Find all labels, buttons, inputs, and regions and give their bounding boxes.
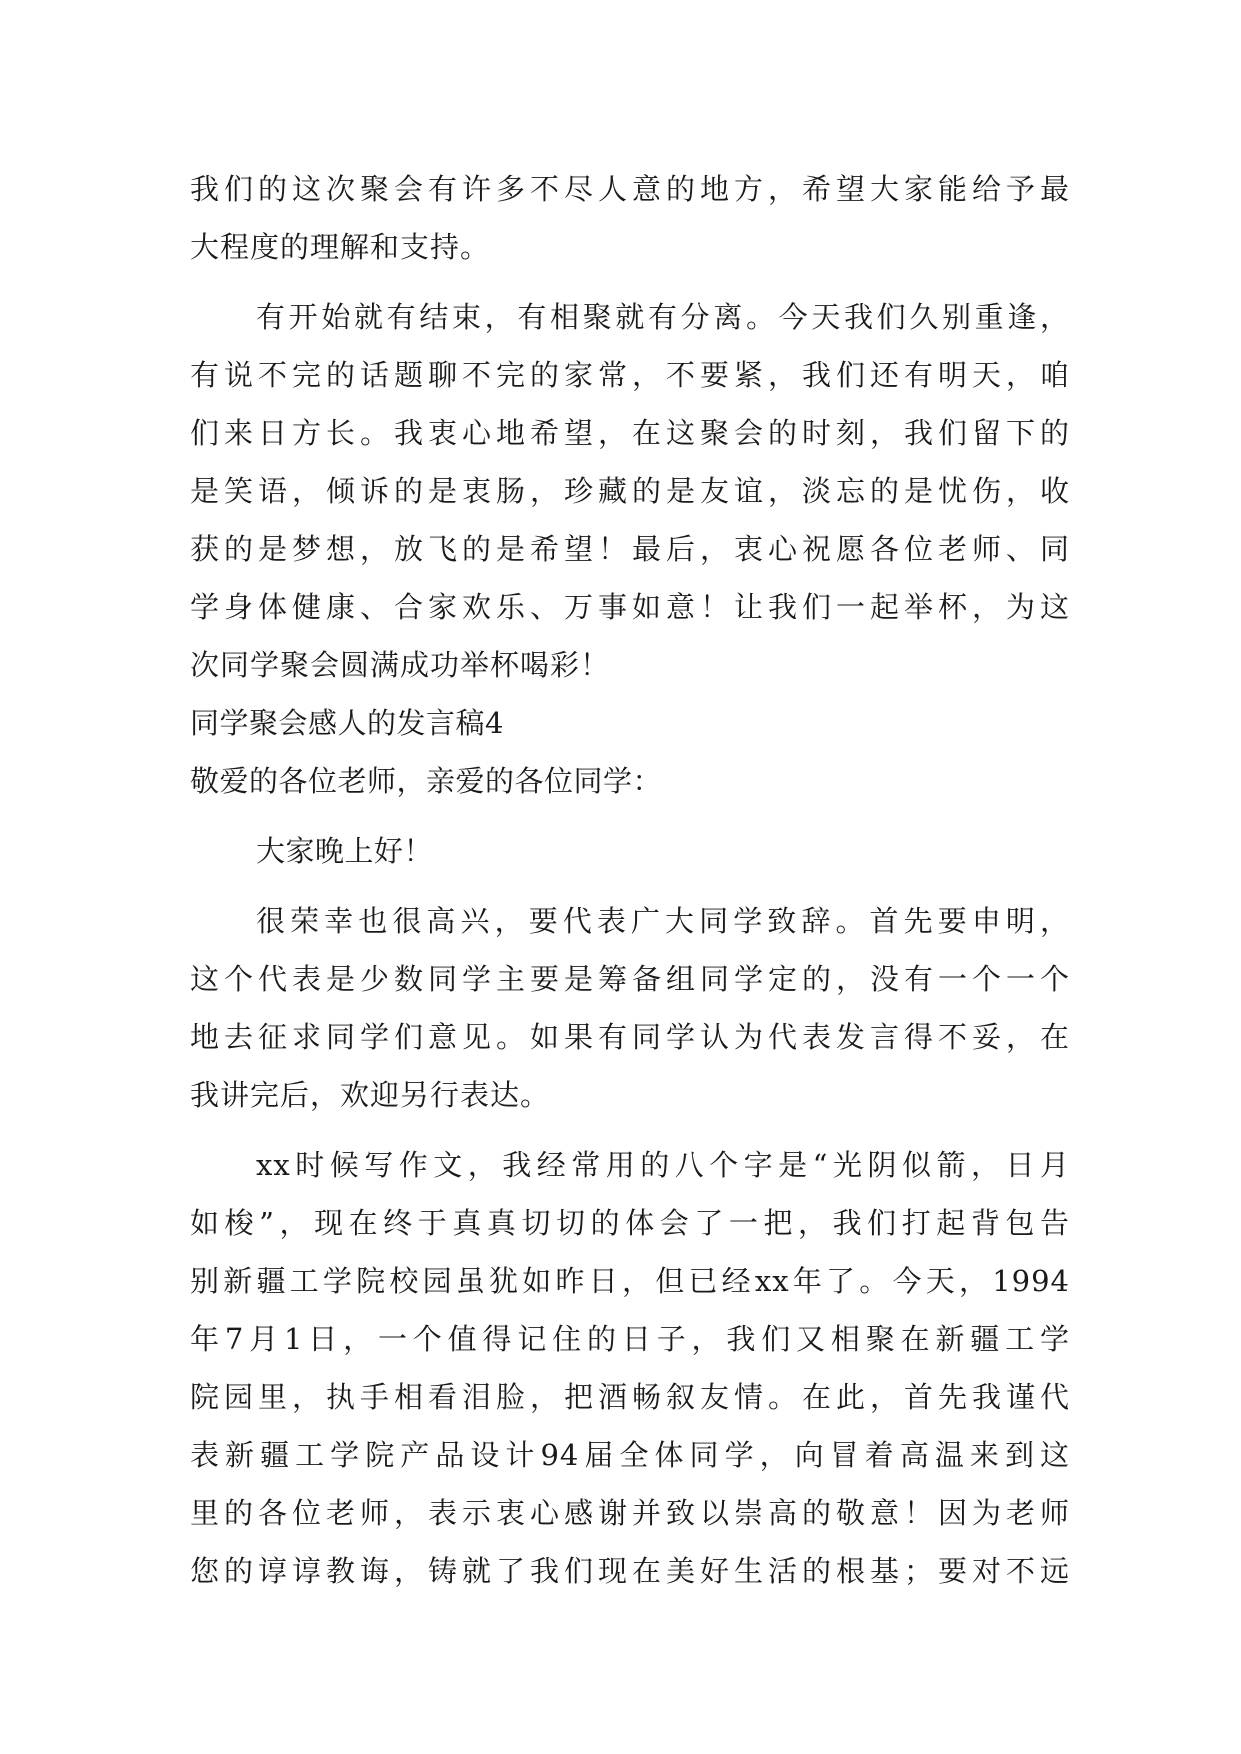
text-line: 是笑语，倾诉的是衷肠，珍藏的是友谊，淡忘的是忧伤，收 xyxy=(190,474,1070,508)
text-line: 获的是梦想，放飞的是希望！最后，衷心祝愿各位老师、同 xyxy=(190,532,1070,566)
paragraph-3 xyxy=(190,892,1070,1124)
greeting: 大家晚上好！ xyxy=(256,834,434,868)
text-line: 里的各位老师，表示衷心感谢并致以崇高的敬意！因为老师 xyxy=(190,1496,1070,1530)
text-line: 别新疆工学院校园虽犹如昨日，但已经xx年了。今天，1994 xyxy=(190,1264,1070,1298)
text-line: xx时候写作文，我经常用的八个字是“光阴似箭，日月 xyxy=(256,1148,1070,1182)
text-line: 有开始就有结束，有相聚就有分离。今天我们久别重逢， xyxy=(256,300,1070,334)
document-body xyxy=(190,160,1070,1600)
paragraph-1 xyxy=(190,160,1070,276)
text-line: 院园里，执手相看泪脸，把酒畅叙友情。在此，首先我谨代 xyxy=(190,1380,1070,1414)
text-line: 表新疆工学院产品设计94届全体同学，向冒着高温来到这 xyxy=(190,1438,1070,1472)
text-line: 我讲完后，欢迎另行表达。 xyxy=(190,1078,551,1112)
text-line: 大程度的理解和支持。 xyxy=(190,230,491,264)
text-line: 如梭”，现在终于真真切切的体会了一把，我们打起背包告 xyxy=(190,1206,1070,1240)
text-line: 您的谆谆教诲，铸就了我们现在美好生活的根基；要对不远 xyxy=(190,1554,1070,1588)
text-line: 地去征求同学们意见。如果有同学认为代表发言得不妥，在 xyxy=(190,1020,1070,1054)
section-title: 同学聚会感人的发言稿4 xyxy=(190,706,504,740)
text-line: 很荣幸也很高兴，要代表广大同学致辞。首先要申明， xyxy=(256,904,1070,938)
text-line: 学身体健康、合家欢乐、万事如意！让我们一起举杯，为这 xyxy=(190,590,1070,624)
paragraph-4 xyxy=(190,1136,1070,1600)
text-line: 们来日方长。我衷心地希望，在这聚会的时刻，我们留下的 xyxy=(190,416,1070,450)
text-line: 我们的这次聚会有许多不尽人意的地方，希望大家能给予最 xyxy=(190,172,1070,206)
text-line: 有说不完的话题聊不完的家常，不要紧，我们还有明天，咱 xyxy=(190,358,1070,392)
salutation: 敬爱的各位老师，亲爱的各位同学： xyxy=(190,764,663,798)
paragraph-2 xyxy=(190,288,1070,694)
text-line: 次同学聚会圆满成功举杯喝彩！ xyxy=(190,648,611,682)
text-line: 年7月1日，一个值得记住的日子，我们又相聚在新疆工学 xyxy=(190,1322,1070,1356)
text-line: 这个代表是少数同学主要是筹备组同学定的，没有一个一个 xyxy=(190,962,1070,996)
